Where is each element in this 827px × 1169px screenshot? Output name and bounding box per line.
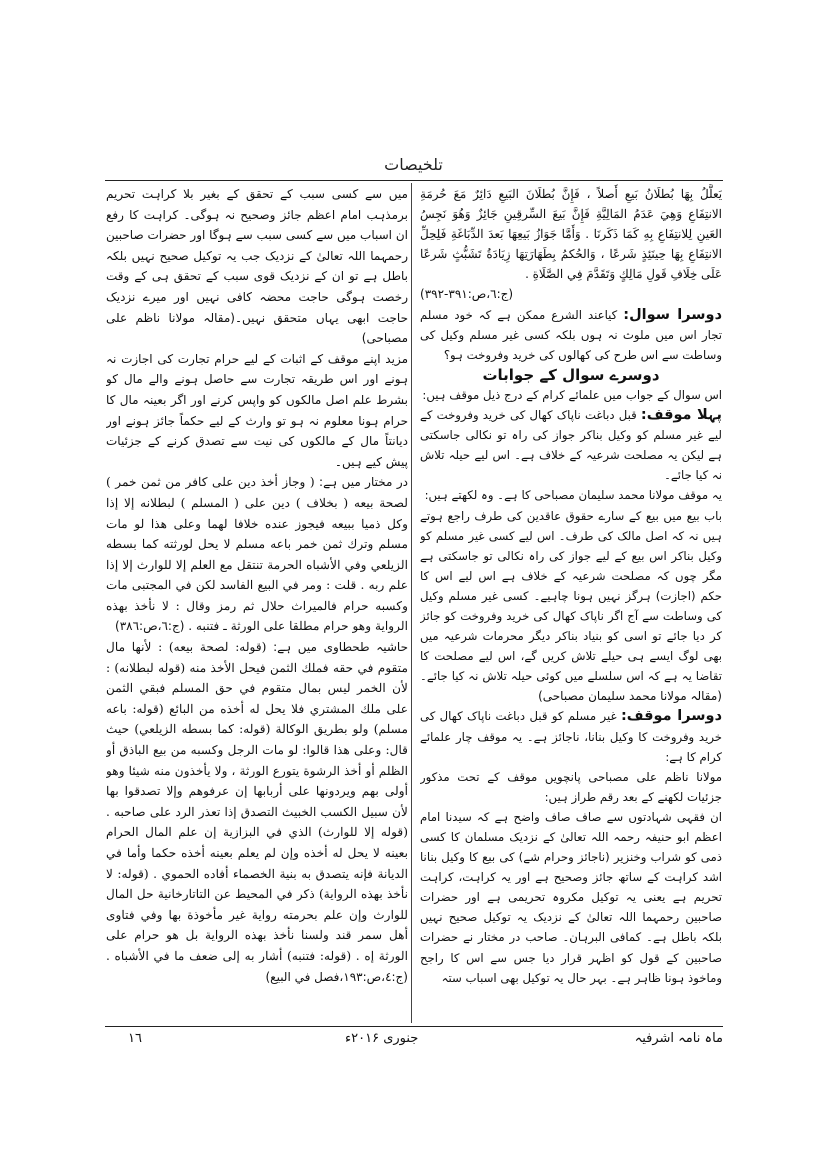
- durr-quote: ( وجاز أخذ دين على كافر من ثمن خمر ) لصحة بيعه ( بخلاف ) دين على ( المسلم ) لبطلانه إلا إذا وكل ذميا ببيعه فيجوز عنده خلافا لهما وعلى هذا لو مات مسلم وترك ثمن خمر باعه مسلم لا يحل لورثته كما بسطه الزيلعي وفي الأشباه الحرمة تنتقل مع العلم إلا للوارث إلا إذا علم ربه . قلت : ومر في البيع الفاسد لكن في المجتبى مات وكسبه حرام فالميراث حلال ثم رمز وقال : لا نأخذ بهذه الرواية وهو حرام مطلقا على الورثة ـ فتنبه .: [106, 475, 408, 634]
- tahtawi-passage: [106, 637, 408, 987]
- durr-passage: [106, 472, 408, 637]
- further-text: مزید اپنے موقف کے اثبات کے لیے حرام تجارت کی اجازت نہ ہونے اور اس طریقہ تجارت سے حاصل ہونے والے مال کو بشرط علم اصل مالکوں کو واپس کرنے اور اگر بعینہ مال کا حرام ہونا معلوم نہ ہو تو وارث کے لیے حکماً جائز ہونے اور دیانتاً مال کے مالکوں کی نیت سے تصدق کرنے کے جزئیات پیش کیے ہیں۔: [106, 351, 408, 469]
- arabic-quote-ref: (ج:٦،ص:٣٩١-٣٩٢): [420, 287, 514, 302]
- continuation: [106, 184, 408, 349]
- second-position: [420, 706, 722, 766]
- first-position-label: پہلا موقف:: [640, 407, 722, 424]
- continuation-text: میں سے کسی سبب کے تحقق کے بغیر بلا کراہت تحریم برمذہب امام اعظم جائز وصحیح نہ ہوگی۔ کراہت کا رفع ان اسباب میں سے کسی سبب سے ہوگا اور حضرات صاحبین رحمہما اللہ تعالیٰ کے نزدیک جب یہ توکیل صحیح نہیں بلکہ باطل ہے تو ان کے نزدیک قوی سبب کے تحقق ہی کے وقت رخصت ہوگی حاجت محضہ کافی نہیں اور میرے نزدیک حاجت ابھی یہاں متحقق نہیں۔: [106, 187, 408, 325]
- continuation-attribution: (مقالہ مولانا ناظم علی مصباحی): [106, 310, 408, 346]
- running-title: تلخیصات: [384, 155, 443, 174]
- magazine-name: ماہ نامہ اشرفیہ: [634, 1031, 723, 1046]
- footer-rule: [105, 1026, 723, 1027]
- second-question-text: کیاعند الشرع ممکن ہے کہ خود مسلم تجار اس میں ملوث نہ ہوں بلکہ کسی غیر مسلم وکیل کی وساطت سے اس طرح کی کھالوں کی خرید وفروخت ہو؟: [420, 307, 722, 362]
- first-position-quote-text: باب بیع میں بیع کے سارے حقوق عاقدین کی طرف راجع ہوتے ہیں نہ کہ اصل مالک کی طرف۔ اس لیے کسی غیر مسلم کو وکیل بناکر اس بیع کے لیے جواز کی راہ نکالی تو جاسکتی ہے مگر چوں کہ مصلحت شرعیہ کے خلاف ہے اس لیے اس کا حکم (اجازت) ہرگز نہیں ہونا چاہیے۔ کسی غیر مسلم وکیل کی وساطت سے آج اگر ناپاک کھال کی خرید وفروخت کو جائز کر دیا جائے تو اسی کو بنیاد بناکر دیگر محرمات شرعیہ میں بھی لوگ ایسے ہی حیلے تلاش کریں گے، اس لیے مصلحت کا تقاضا یہ ہے کہ اس سلسلے میں کوئی حیلہ تلاش نہ کیا جائے۔: [420, 508, 722, 684]
- first-position-quote: [420, 506, 722, 707]
- durr-intro: در مختار میں ہے:: [319, 475, 408, 490]
- answers-intro: اس سوال کے جواب میں علمائے کرام کے درج ذیل موقف ہیں:: [422, 387, 722, 402]
- issue-date: جنوری ۲۰۱۶ء: [345, 1031, 419, 1046]
- first-position-text: قبل دباغت ناپاک کھال کی خرید وفروخت کے لیے غیر مسلم کو وکیل بناکر جواز کی راہ تو نکالی جاسکتی ہے لیکن یہ مصلحت شرعیہ کے خلاف ہے۔ اس لیے حیلہ تلاش نہ کیا جائے۔: [420, 408, 722, 483]
- page-number: ۱٦: [128, 1031, 142, 1046]
- arabic-quote: يَعلَّلُ بِهَا بُطلَانُ بَيعِ أَصلاً ، فَإِنَّ بُطلَانَ البَيعِ دَائِرٌ مَعَ حُرمَةِ الانتِفَاعِ وَهِيَ عَدَمُ المَالِيَّةِ فَإِنَّ بَيعَ السِّرقِينِ جَائِزٌ وَهُوَ نَجِسُ العَينِ لِلانتِفَاعِ بِهِ كَمَا ذَكَرنَا . وَأَمَّا جَوَازُ بَيعِهَا بَعدَ الدِّبَاغَةِ فَلِحِلِّ الانتِفَاعِ بِهَا حِينَئِذٍ شَرعًا ، وَالحُكمُ بِطَهَارَتِهَا زِيَادَةُ تَشَبُّثٍ شَرعًا عَلَى خِلَافِ قَولِ مَالِكٍ وَتَقَدَّمَ فِي الصَّلَاةِ .: [420, 187, 722, 282]
- first-position: [420, 405, 722, 485]
- right-column: [420, 184, 722, 988]
- header-rule: [105, 180, 723, 181]
- answers-heading: دوسرے سوال کے جوابات: [482, 365, 660, 384]
- column-divider: [411, 183, 412, 1023]
- first-position-source: یہ موقف مولانا محمد سلیمان مصباحی کا ہے۔ وہ لکھتے ہیں:: [424, 488, 722, 503]
- durr-ref: (ج:٦،ص:٣٨٦): [115, 619, 185, 634]
- left-column: [106, 184, 408, 987]
- second-position-source: مولانا ناظم علی مصباحی پانچویں موقف کے تحت مذکور جزئیات لکھنے کے بعد رقم طراز ہیں:: [420, 769, 722, 804]
- tahtawi-quote: (قوله: لصحة بيعه) : لأنها مال متقوم في حقه فملك الثمن فيحل الأخذ منه (قوله لبطلانه) : لأن الخمر ليس بمال متقوم في حق المسلم فبقي الثمن على ملك المشتري فلا يحل له أخذه من البائع (قوله: باعه مسلم) ولو بطريق الوكالة (قوله: كما بسطه الزيلعي) حيث قال: وعلى هذا قالوا: لو مات الرجل وكسبه من بيع الباذق أو الظلم أو أخذ الرشوة يتورع الورثة ، ولا يأخذون منه شيئا وهو أولى بهم ويردونها على أربابها إن عرفوهم وإلا تصدقوا بها لأن سبيل الكسب الخبيث التصدق إذا تعذر الرد على صاحبه . (قوله إلا للوارث) الذي في البزازية إن علم المال الحرام بعينه لا يحل له أخذه وإن لم يعلم بعينه أخذه حكما وأما في الديانة فإنه يتصدق به بنية الخصماء أفاده الحموي . (قوله: لا نأخذ بهذه الرواية) ذكر في المحيط عن التاتارخانية حل المال للوارث وإن علم بحرمته رواية غير مأخوذة بها وفي فتاوى أهل سمر قند ولسنا نأخذ بهذه الرواية بل هو حرام على الورثة إه . (قوله: فتنبه) أشار به إلى ضعف ما في الأشباه .: [106, 640, 408, 963]
- second-position-text: غیر مسلم کو قبل دباغت ناپاک کھال کی خرید وفروخت کا وکیل بنانا، ناجائز ہے۔ یہ موقف چار علمائے کرام کا ہے:: [420, 709, 722, 764]
- second-position-quote: ان فقہی شہادتوں سے صاف صاف واضح ہے کہ سیدنا امام اعظم ابو حنیفہ رحمہ اللہ تعالیٰ کے نزدیک مسلمان کا کسی ذمی کو شراب وخنزیر (ناجائز وحرام شے) کی بیع کا وکیل بنانا اشد کراہت کے ساتھ جائز وصحیح ہے اور یہ کراہت، کراہت تحریم ہے یعنی یہ توکیل مکروہ تحریمی ہے اور حضرات صاحبین رحمہما اللہ تعالیٰ کے نزدیک یہ توکیل صحیح نہیں بلکہ باطل ہے۔ کمافی البرہان۔ صاحب در مختار نے حضرات صاحبین کے قول کو اظہر قرار دیا جس سے اس کا راجح وماخوذ ہونا ظاہر ہے۔ بہر حال یہ توکیل بھی اسباب ستہ: [420, 809, 722, 985]
- tahtawi-ref: (ج:٤،ص:١٩٣،فصل في البيع): [265, 969, 408, 984]
- second-question: [420, 305, 722, 365]
- second-question-label: دوسرا سوال:: [623, 306, 722, 323]
- first-position-attribution: (مقالہ مولانا محمد سلیمان مصباحی): [538, 689, 722, 704]
- tahtawi-intro: حاشیہ طحطاوی میں ہے:: [273, 640, 408, 655]
- second-position-label: دوسرا موقف:: [620, 708, 722, 725]
